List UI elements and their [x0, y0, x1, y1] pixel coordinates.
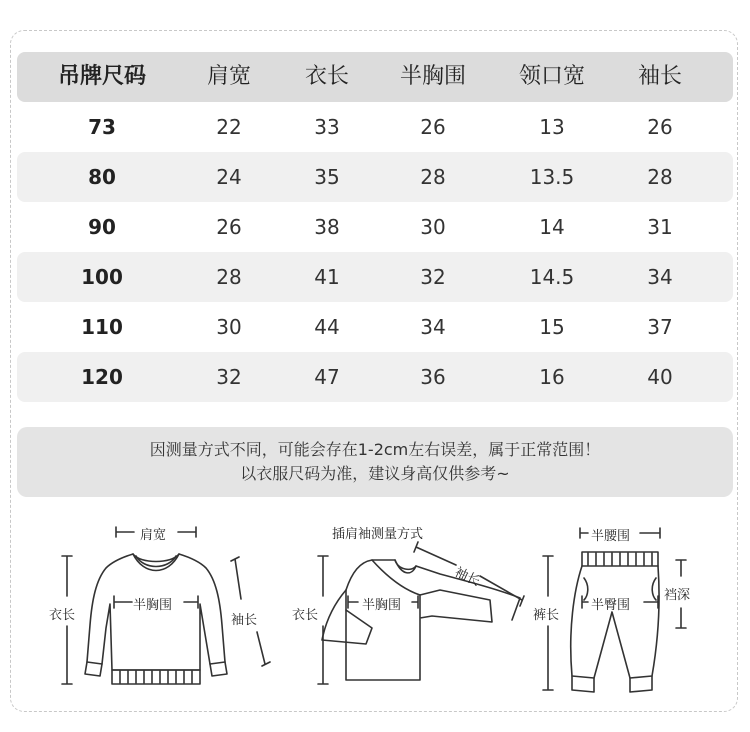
raglan-illustration	[318, 542, 524, 684]
size-cell: 120	[81, 365, 123, 389]
size-cell: 110	[81, 315, 123, 339]
pants-length-label: 裤长	[533, 608, 560, 623]
raglan-length-label: 衣长	[292, 608, 319, 623]
value-cell: 22	[216, 115, 242, 139]
value-cell: 34	[420, 315, 446, 339]
table-row	[17, 302, 733, 352]
value-cell: 32	[420, 265, 446, 289]
size-cell: 90	[88, 215, 116, 239]
header-neck: 领口宽	[518, 64, 585, 89]
value-cell: 26	[647, 115, 673, 139]
header-size: 吊牌尺码	[57, 64, 146, 89]
size-cell: 73	[88, 115, 116, 139]
value-cell: 30	[216, 315, 242, 339]
table-row	[17, 102, 733, 152]
header-chest: 半胸围	[399, 64, 466, 89]
value-cell: 44	[314, 315, 340, 339]
table-row	[17, 202, 733, 252]
value-cell: 35	[314, 165, 340, 189]
sweater-chest-label: 半胸围	[133, 598, 173, 613]
sweater-sleeve-label: 袖长	[231, 613, 258, 628]
pants-waist-label: 半腰围	[591, 529, 631, 544]
table-header	[17, 52, 733, 102]
value-cell: 13.5	[529, 165, 575, 189]
pants-rise-label: 裆深	[664, 588, 691, 603]
value-cell: 30	[420, 215, 446, 239]
pants-thigh-label: 半臀围	[591, 598, 631, 613]
value-cell: 13	[539, 115, 565, 139]
header-shoulder: 肩宽	[206, 64, 251, 89]
value-cell: 37	[647, 315, 673, 339]
value-cell: 31	[647, 215, 673, 239]
table-row	[17, 352, 733, 402]
value-cell: 33	[314, 115, 340, 139]
value-cell: 28	[647, 165, 673, 189]
value-cell: 28	[216, 265, 242, 289]
sweater-shoulder-label: 肩宽	[140, 528, 167, 543]
value-cell: 36	[420, 365, 446, 389]
value-cell: 15	[539, 315, 565, 339]
note-line-2: 以衣服尺码为准，建议身高仅供参考~	[240, 464, 510, 483]
value-cell: 47	[314, 365, 340, 389]
value-cell: 26	[216, 215, 242, 239]
sweater-length-label: 衣长	[49, 608, 76, 623]
value-cell: 41	[314, 265, 340, 289]
table-row	[17, 252, 733, 302]
disclaimer-note	[17, 427, 733, 497]
size-cell: 80	[88, 165, 116, 189]
raglan-sleeve-label: 袖长	[452, 565, 483, 590]
value-cell: 32	[216, 365, 242, 389]
value-cell: 28	[420, 165, 446, 189]
value-cell: 14.5	[529, 265, 575, 289]
header-length: 衣长	[304, 64, 349, 89]
table-row	[17, 152, 733, 202]
value-cell: 16	[539, 365, 565, 389]
value-cell: 40	[647, 365, 673, 389]
header-sleeve: 袖长	[637, 64, 682, 89]
raglan-title: 插肩袖测量方式	[332, 527, 424, 542]
note-line-1: 因测量方式不同，可能会存在1-2cm左右误差，属于正常范围！	[149, 440, 601, 459]
value-cell: 34	[647, 265, 673, 289]
value-cell: 26	[420, 115, 446, 139]
value-cell: 24	[216, 165, 242, 189]
raglan-chest-label: 半胸围	[362, 598, 402, 613]
value-cell: 38	[314, 215, 340, 239]
size-cell: 100	[81, 265, 123, 289]
value-cell: 14	[539, 215, 565, 239]
